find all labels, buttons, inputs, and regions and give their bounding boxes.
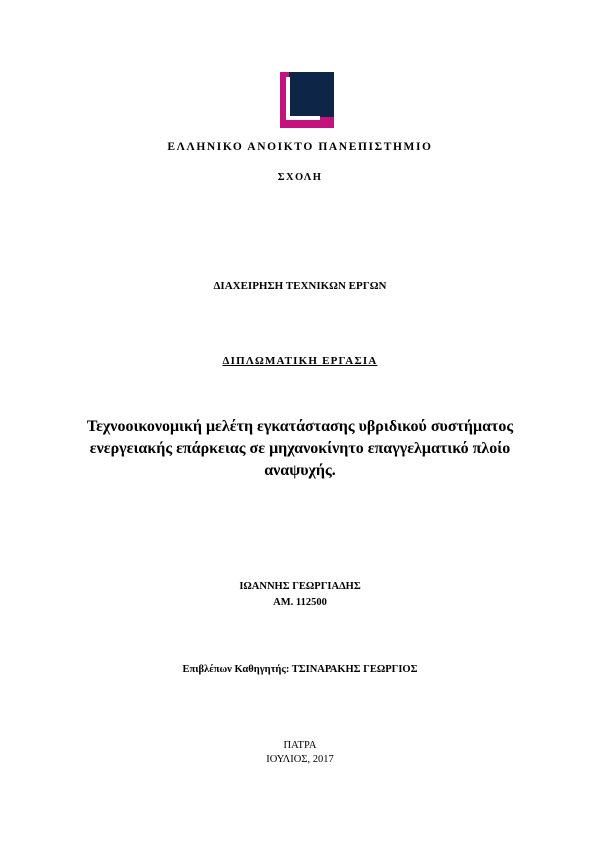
university-name: ΕΛΛΗΝΙΚΟ ΑΝΟΙΚΤΟ ΠΑΝΕΠΙΣΤΗΜΙΟ [167,141,433,153]
university-logo-icon [280,72,334,128]
city: ΠΑΤΡΑ [283,740,317,751]
supervisor-name: ΤΣΙΝΑΡΑΚΗΣ ΓΕΩΡΓΙΟΣ [291,664,418,675]
thesis-type-heading: ΔΙΠΛΩΜΑΤΙΚΗ ΕΡΓΑΣΙΑ [222,355,378,367]
program-name: ΔΙΑΧΕΙΡΗΣΗ ΤΕΧΝΙΚΩΝ ΕΡΓΩΝ [213,280,387,292]
author-name: ΙΩΑΝΝΗΣ ΓΕΩΡΓΙΑΔΗΣ [239,581,361,592]
school-name: ΣΧΟΛΗ [277,172,323,183]
student-id: ΑΜ. 112500 [273,597,327,608]
thesis-title: Τεχνοοικονομική μελέτη εγκατάστασης υβριδικού συστήματος ενεργειακής επάρκειας σε μηχανοκίνητο επαγγελματικό πλοίο αναψυχής. [86,418,514,479]
date: ΙΟΥΛΙΟΣ, 2017 [266,754,334,765]
supervisor-label: Επιβλέπων Καθηγητής: [182,664,290,675]
supervisor-line [0,664,600,675]
